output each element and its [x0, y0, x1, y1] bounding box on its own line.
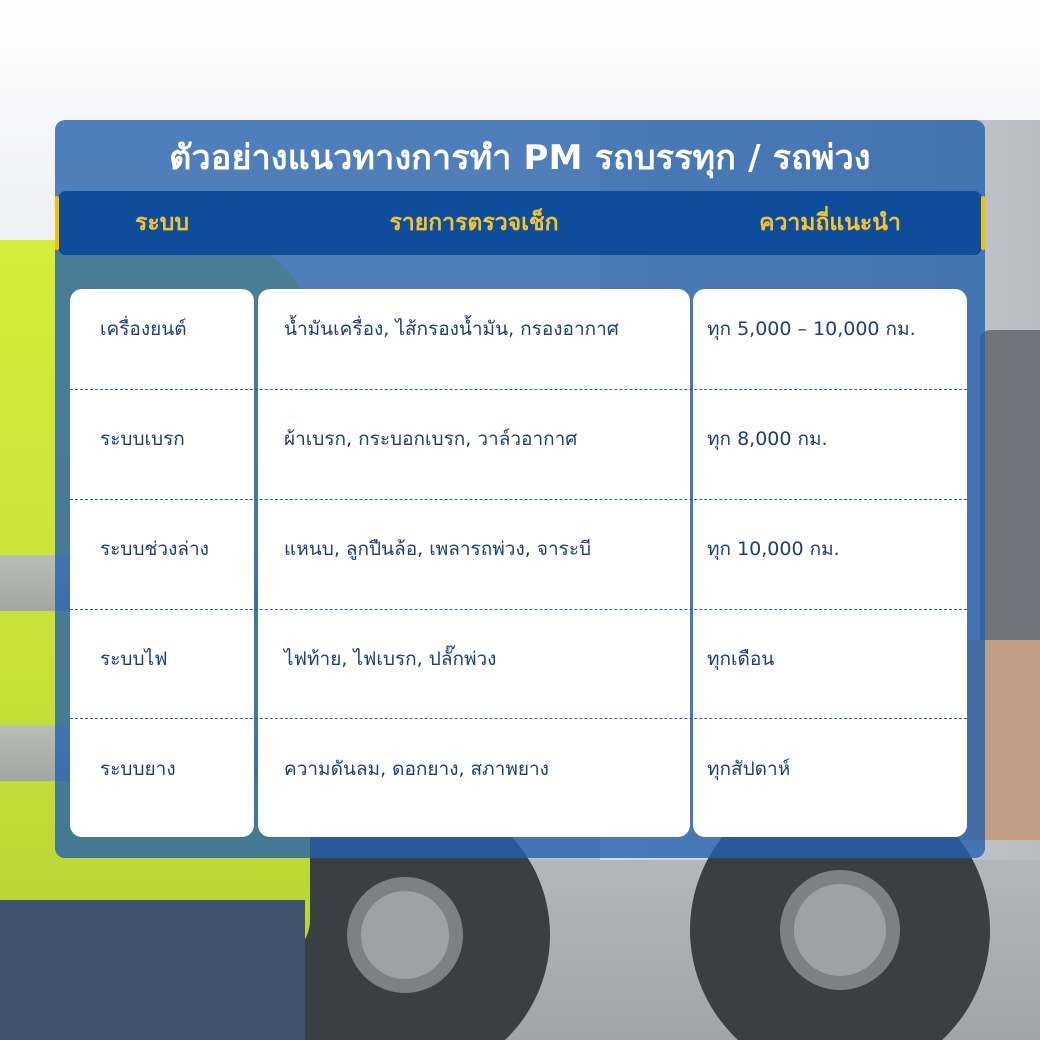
checklist-cell: ความดันลม, ดอกยาง, สภาพยาง	[284, 758, 549, 780]
frequency-cell: ทุกสัปดาห์	[707, 758, 791, 780]
header-accent-left	[55, 196, 59, 250]
frequency-cell: ทุก 5,000 – 10,000 กม.	[707, 318, 916, 340]
checklist-cell: น้ำมันเครื่อง, ไส้กรองน้ำมัน, กรองอากาศ	[284, 318, 619, 340]
system-cell: ระบบไฟ	[100, 648, 168, 670]
row-divider	[70, 609, 967, 610]
checklist-column	[258, 289, 690, 837]
frequency-cell: ทุก 8,000 กม.	[707, 428, 828, 450]
page-title: ตัวอย่างแนวทางการทำ PM รถบรรทุก / รถพ่วง	[169, 138, 871, 178]
system-cell: ระบบเบรก	[100, 428, 185, 450]
system-cell: ระบบยาง	[100, 758, 176, 780]
column-header-frequency: ความถี่แนะนำ	[759, 210, 901, 236]
worker-jeans-shape	[0, 900, 305, 1040]
checklist-cell: ผ้าเบรก, กระบอกเบรก, วาล์วอากาศ	[284, 428, 578, 450]
frequency-cell: ทุก 10,000 กม.	[707, 538, 840, 560]
row-divider	[70, 718, 967, 719]
column-header-checklist: รายการตรวจเช็ก	[389, 210, 559, 236]
frequency-cell: ทุกเดือน	[707, 648, 775, 670]
checklist-cell: ไฟท้าย, ไฟเบรก, ปลั๊กพ่วง	[284, 648, 497, 670]
truck-mirror-shape	[980, 330, 1040, 690]
system-cell: เครื่องยนต์	[100, 318, 187, 340]
frequency-column	[693, 289, 967, 837]
system-column	[70, 289, 254, 837]
header-accent-right	[981, 196, 985, 250]
row-divider	[70, 499, 967, 500]
checklist-cell: แหนบ, ลูกปืนล้อ, เพลารถพ่วง, จาระบี	[284, 538, 592, 560]
column-header-system: ระบบ	[135, 210, 189, 236]
row-divider	[70, 389, 967, 390]
system-cell: ระบบช่วงล่าง	[100, 538, 209, 560]
